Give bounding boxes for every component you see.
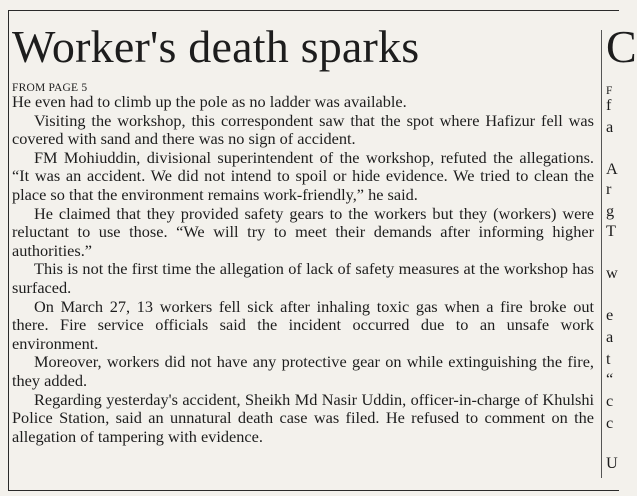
adjacent-text-fragment: c xyxy=(606,413,614,432)
adjacent-text-fragment: A xyxy=(606,159,618,178)
adjacent-text-fragment: w xyxy=(606,263,618,282)
adjacent-column-fragment xyxy=(606,21,637,474)
adjacent-text-fragment: f xyxy=(606,95,612,114)
jump-line: FROM PAGE 5 xyxy=(12,82,88,94)
adjacent-text-fragment: c xyxy=(606,391,614,410)
adjacent-text-fragment: F xyxy=(606,85,613,97)
adjacent-headline-fragment: C xyxy=(606,21,637,72)
adjacent-text-fragment: a xyxy=(606,327,614,346)
paragraph: This is not the first time the allegation of lack of safety measures at the workshop has surfaced. xyxy=(12,259,594,297)
column-divider xyxy=(601,30,602,478)
paragraph: Visiting the workshop, this correspondent saw that the spot where Hafizur fell was covered with sand and there was no sign of accident. xyxy=(12,110,594,149)
adjacent-text-fragment: t xyxy=(606,349,611,368)
adjacent-text-fragment: T xyxy=(606,221,616,240)
top-rule xyxy=(8,10,619,11)
adjacent-text-fragment: g xyxy=(606,201,615,220)
adjacent-text-fragment: a xyxy=(606,117,614,136)
news-article xyxy=(12,21,594,446)
paragraph: Regarding yesterday's accident, Sheikh Md Nasir Uddin, officer-in-charge of Khulshi Police Station, said an unnatural death case was filed. He refused to comment on the allegation of tampering with evidence. xyxy=(12,389,594,446)
article-headline: Worker's death sparks xyxy=(12,21,420,72)
adjacent-text-fragment: “ xyxy=(606,369,614,388)
adjacent-text-fragment: r xyxy=(606,179,612,198)
paragraph: FM Mohiuddin, divisional superintendent of the workshop, refuted the allegations. “It was an accident. We did not intend to spoil or hide evidence. We tried to clean the place so that the environment remains work-friendly,” he said. xyxy=(12,147,594,204)
left-rule xyxy=(8,10,9,490)
paragraph: He claimed that they provided safety gears to the workers but they (workers) were reluctant to use those. “We will try to meet their demands after informing higher authorities.” xyxy=(12,203,594,260)
bottom-rule xyxy=(8,490,619,491)
paragraph: Moreover, workers did not have any protective gear on while extinguishing the fire, they added. xyxy=(12,352,594,390)
adjacent-text-fragment: e xyxy=(606,305,614,324)
paragraph: On March 27, 13 workers fell sick after inhaling toxic gas when a fire broke out there. Fire service officials said the incident occurred due to an unsafe work environment. xyxy=(12,296,594,353)
adjacent-text-fragment: U xyxy=(606,453,618,472)
paragraph: He even had to climb up the pole as no ladder was available. xyxy=(12,92,407,111)
article-body xyxy=(12,93,594,446)
